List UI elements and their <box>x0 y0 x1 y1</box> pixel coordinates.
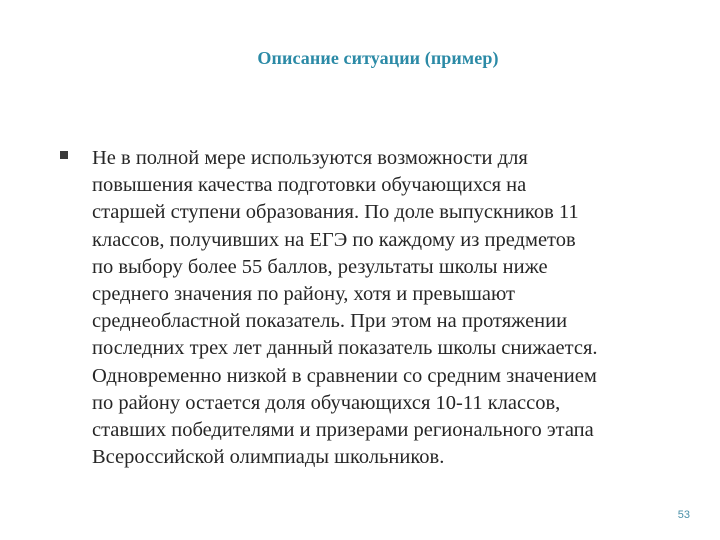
square-bullet-icon <box>60 151 68 159</box>
bullet-line: последних трех лет данный показатель школы снижается. <box>92 337 598 360</box>
bullet-text <box>92 145 697 471</box>
bullet-line: Всероссийской олимпиады школьников. <box>92 446 445 469</box>
bullet-line: по району остается доля обучающихся 10-11 классов, <box>92 391 561 414</box>
bullet-line: среднего значения по району, хотя и превышают <box>92 283 515 306</box>
bullet-line: повышения качества подготовки обучающихся на <box>92 174 527 197</box>
bullet-line: Не в полной мере используются возможности для <box>92 147 528 169</box>
bullet-line: Одновременно низкой в сравнении со средним значением <box>92 364 597 387</box>
bullet-line: классов, получивших на ЕГЭ по каждому из предметов <box>92 228 576 251</box>
page-number: 53 <box>677 509 690 521</box>
bullet-line: ставших победителями и призерами регионального этапа <box>92 419 594 442</box>
bullet-line: среднеобластной показатель. При этом на протяжении <box>92 310 568 333</box>
bullet-line: старшей ступени образования. По доле выпускников 11 <box>92 201 579 224</box>
bullet-line: по выбору более 55 баллов, результаты школы ниже <box>92 255 548 278</box>
slide-title: Описание ситуации (пример) <box>257 48 499 68</box>
